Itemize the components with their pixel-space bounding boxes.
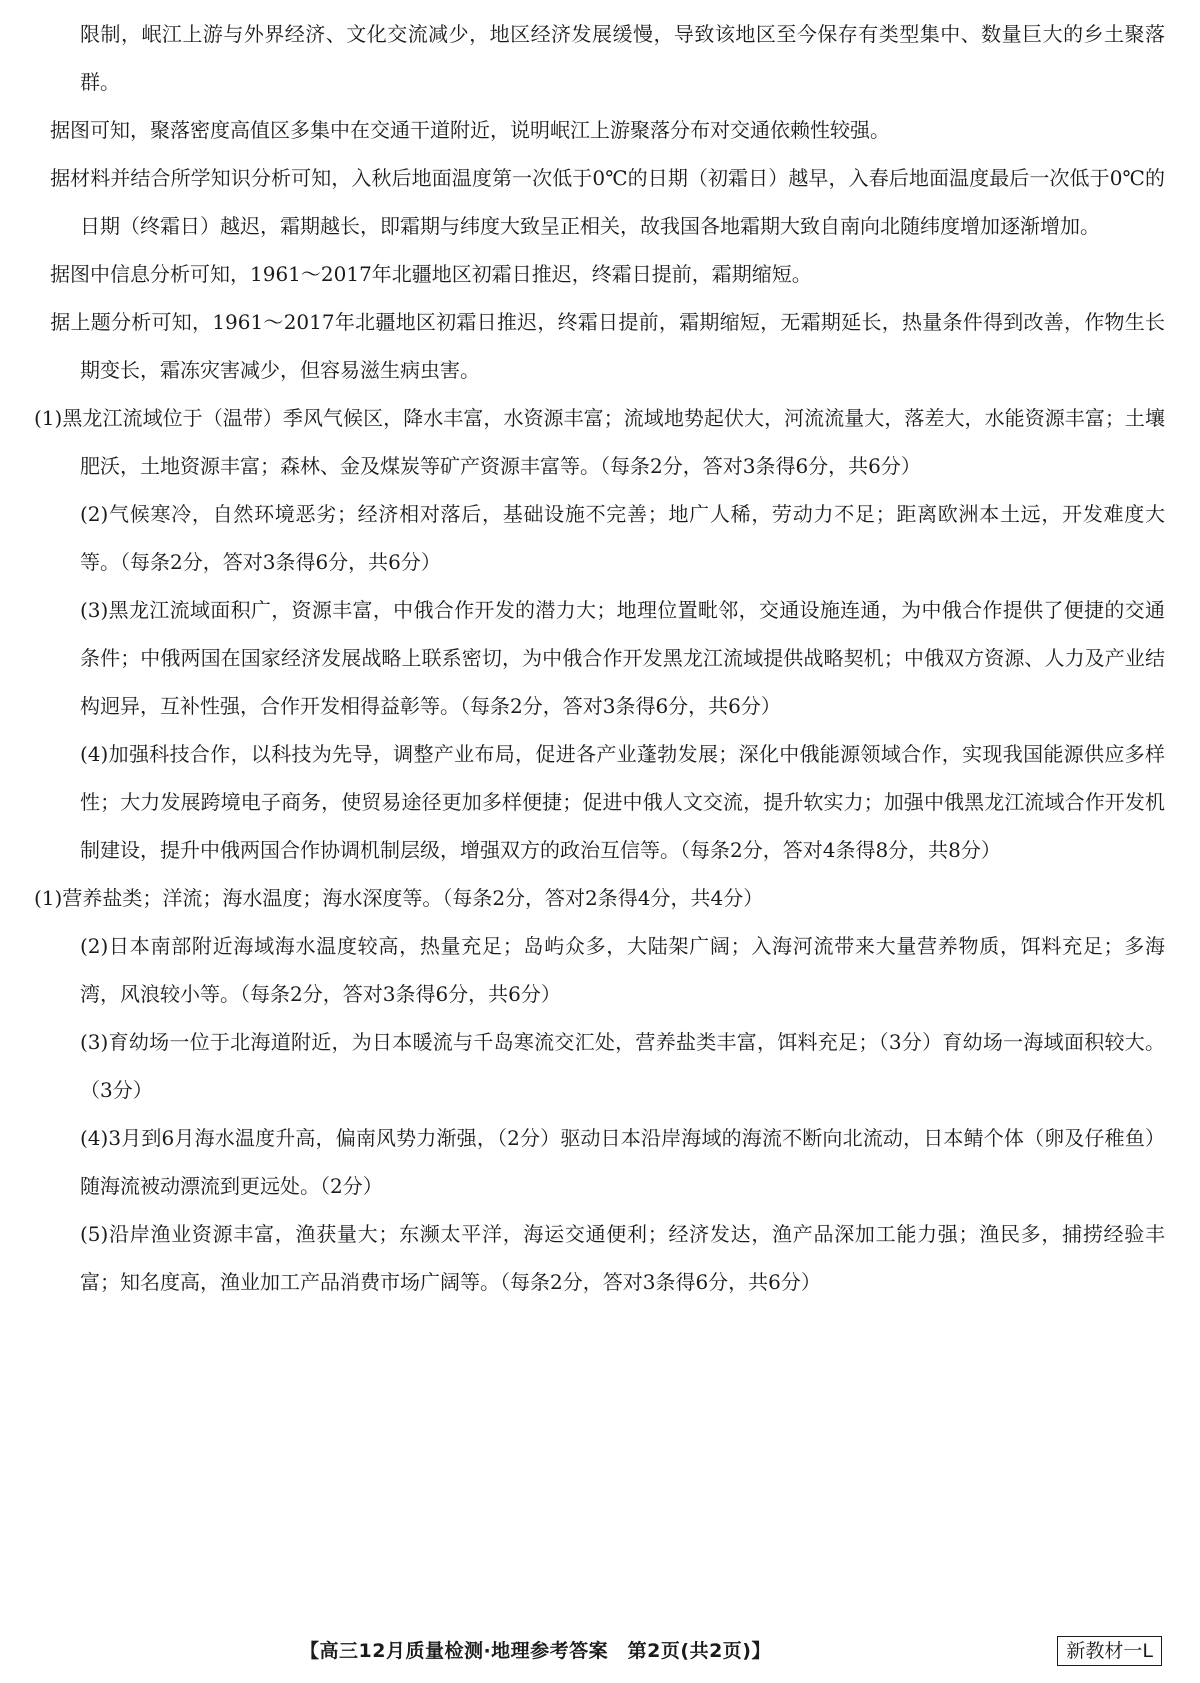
paragraph-text: 据图中信息分析可知，1961～2017年北疆地区初霜日推迟，终霜日提前，霜期缩短。 [50, 262, 812, 286]
answer-13 [0, 106, 1165, 154]
paragraph-text: (2)气候寒冷，自然环境恶劣；经济相对落后，基础设施不完善；地广人稀，劳动力不足；距离欧洲本土远，开发难度大等。（每条2分，答对3条得6分，共6分） [80, 502, 1165, 574]
paragraph-text: (4)加强科技合作，以科技为先导，调整产业布局，促进各产业蓬勃发展；深化中俄能源领域合作，实现我国能源供应多样性；大力发展跨境电子商务，使贸易途径更加多样便捷；促进中俄人文交流，提升软实力；加强中俄黑龙江流域合作开发机制建设，提升中俄两国合作协调机制层级，增强双方的政治互信等。（每条2分，答对4条得8分，共8分） [80, 742, 1165, 862]
paragraph-text: (4)3月到6月海水温度升高，偏南风势力渐强，（2分）驱动日本沿岸海域的海流不断向北流动，日本鲭个体（卵及仔稚鱼）随海流被动漂流到更远处。（2分） [80, 1126, 1165, 1198]
footer-title: 【高三12月质量检测·地理参考答案 第2页(共2页)】 [300, 1640, 771, 1662]
paragraph-text: (3)黑龙江流域面积广，资源丰富，中俄合作开发的潜力大；地理位置毗邻，交通设施连通，为中俄合作提供了便捷的交通条件；中俄两国在国家经济发展战略上联系密切，为中俄合作开发黑龙江流域提供战略契机；中俄双方资源、人力及产业结构迥异，互补性强，合作开发相得益彰等。（每条2分，答对3条得6分，共6分） [80, 598, 1165, 718]
question-number [0, 298, 34, 346]
question-number [0, 106, 34, 154]
answer-17-part-1 [0, 394, 1165, 490]
answer-15 [0, 250, 1165, 298]
answer-18-part-4 [80, 1114, 1165, 1210]
paragraph-text: 据图可知，聚落密度高值区多集中在交通干道附近，说明岷江上游聚落分布对交通依赖性较强。 [50, 118, 890, 142]
answer-18-part-1 [0, 874, 1165, 922]
question-number [0, 394, 34, 442]
answer-17-part-3 [80, 586, 1165, 730]
paragraph-text: 据上题分析可知，1961～2017年北疆地区初霜日推迟，终霜日提前，霜期缩短，无霜期延长，热量条件得到改善，作物生长期变长，霜冻灾害减少，但容易滋生病虫害。 [50, 310, 1165, 382]
answer-content [34, 10, 1165, 1306]
paragraph-12-continued [80, 10, 1165, 106]
paragraph-text: 限制，岷江上游与外界经济、文化交流减少，地区经济发展缓慢，导致该地区至今保存有类型集中、数量巨大的乡土聚落群。 [80, 22, 1165, 94]
answer-14 [0, 154, 1165, 250]
answer-18-part-5 [80, 1210, 1165, 1306]
paragraph-text: (3)育幼场一位于北海道附近，为日本暖流与千岛寒流交汇处，营养盐类丰富，饵料充足；（3分）育幼场一海域面积较大。（3分） [80, 1030, 1165, 1102]
paragraph-text: (1)营养盐类；洋流；海水温度；海水深度等。（每条2分，答对2条得4分，共4分） [34, 886, 764, 910]
answer-17-part-2 [80, 490, 1165, 586]
answer-17-part-4 [80, 730, 1165, 874]
paragraph-text: (5)沿岸渔业资源丰富，渔获量大；东濒太平洋，海运交通便利；经济发达，渔产品深加工能力强；渔民多，捕捞经验丰富；知名度高，渔业加工产品消费市场广阔等。（每条2分，答对3条得6分，共6分） [80, 1222, 1165, 1294]
answer-18-part-2 [80, 922, 1165, 1018]
question-number [0, 250, 34, 298]
paragraph-text: 据材料并结合所学知识分析可知，入秋后地面温度第一次低于0℃的日期（初霜日）越早，入春后地面温度最后一次低于0℃的日期（终霜日）越迟，霜期越长，即霜期与纬度大致呈正相关，故我国各地霜期大致自南向北随纬度增加逐渐增加。 [50, 166, 1165, 238]
question-number [0, 154, 34, 202]
paragraph-text: (2)日本南部附近海域海水温度较高，热量充足；岛屿众多，大陆架广阔；入海河流带来大量营养物质，饵料充足；多海湾，风浪较小等。（每条2分，答对3条得6分，共6分） [80, 934, 1165, 1006]
page-footer [0, 1634, 1200, 1668]
answer-16 [0, 298, 1165, 394]
question-number [0, 874, 34, 922]
paragraph-text: (1)黑龙江流域位于（温带）季风气候区，降水丰富，水资源丰富；流域地势起伏大，河流流量大，落差大，水能资源丰富；土壤肥沃，土地资源丰富；森林、金及煤炭等矿产资源丰富等。（每条2分，答对3条得6分，共6分） [34, 406, 1165, 478]
edition-badge: 新教材一L [1057, 1636, 1162, 1666]
answer-18-part-3 [80, 1018, 1165, 1114]
